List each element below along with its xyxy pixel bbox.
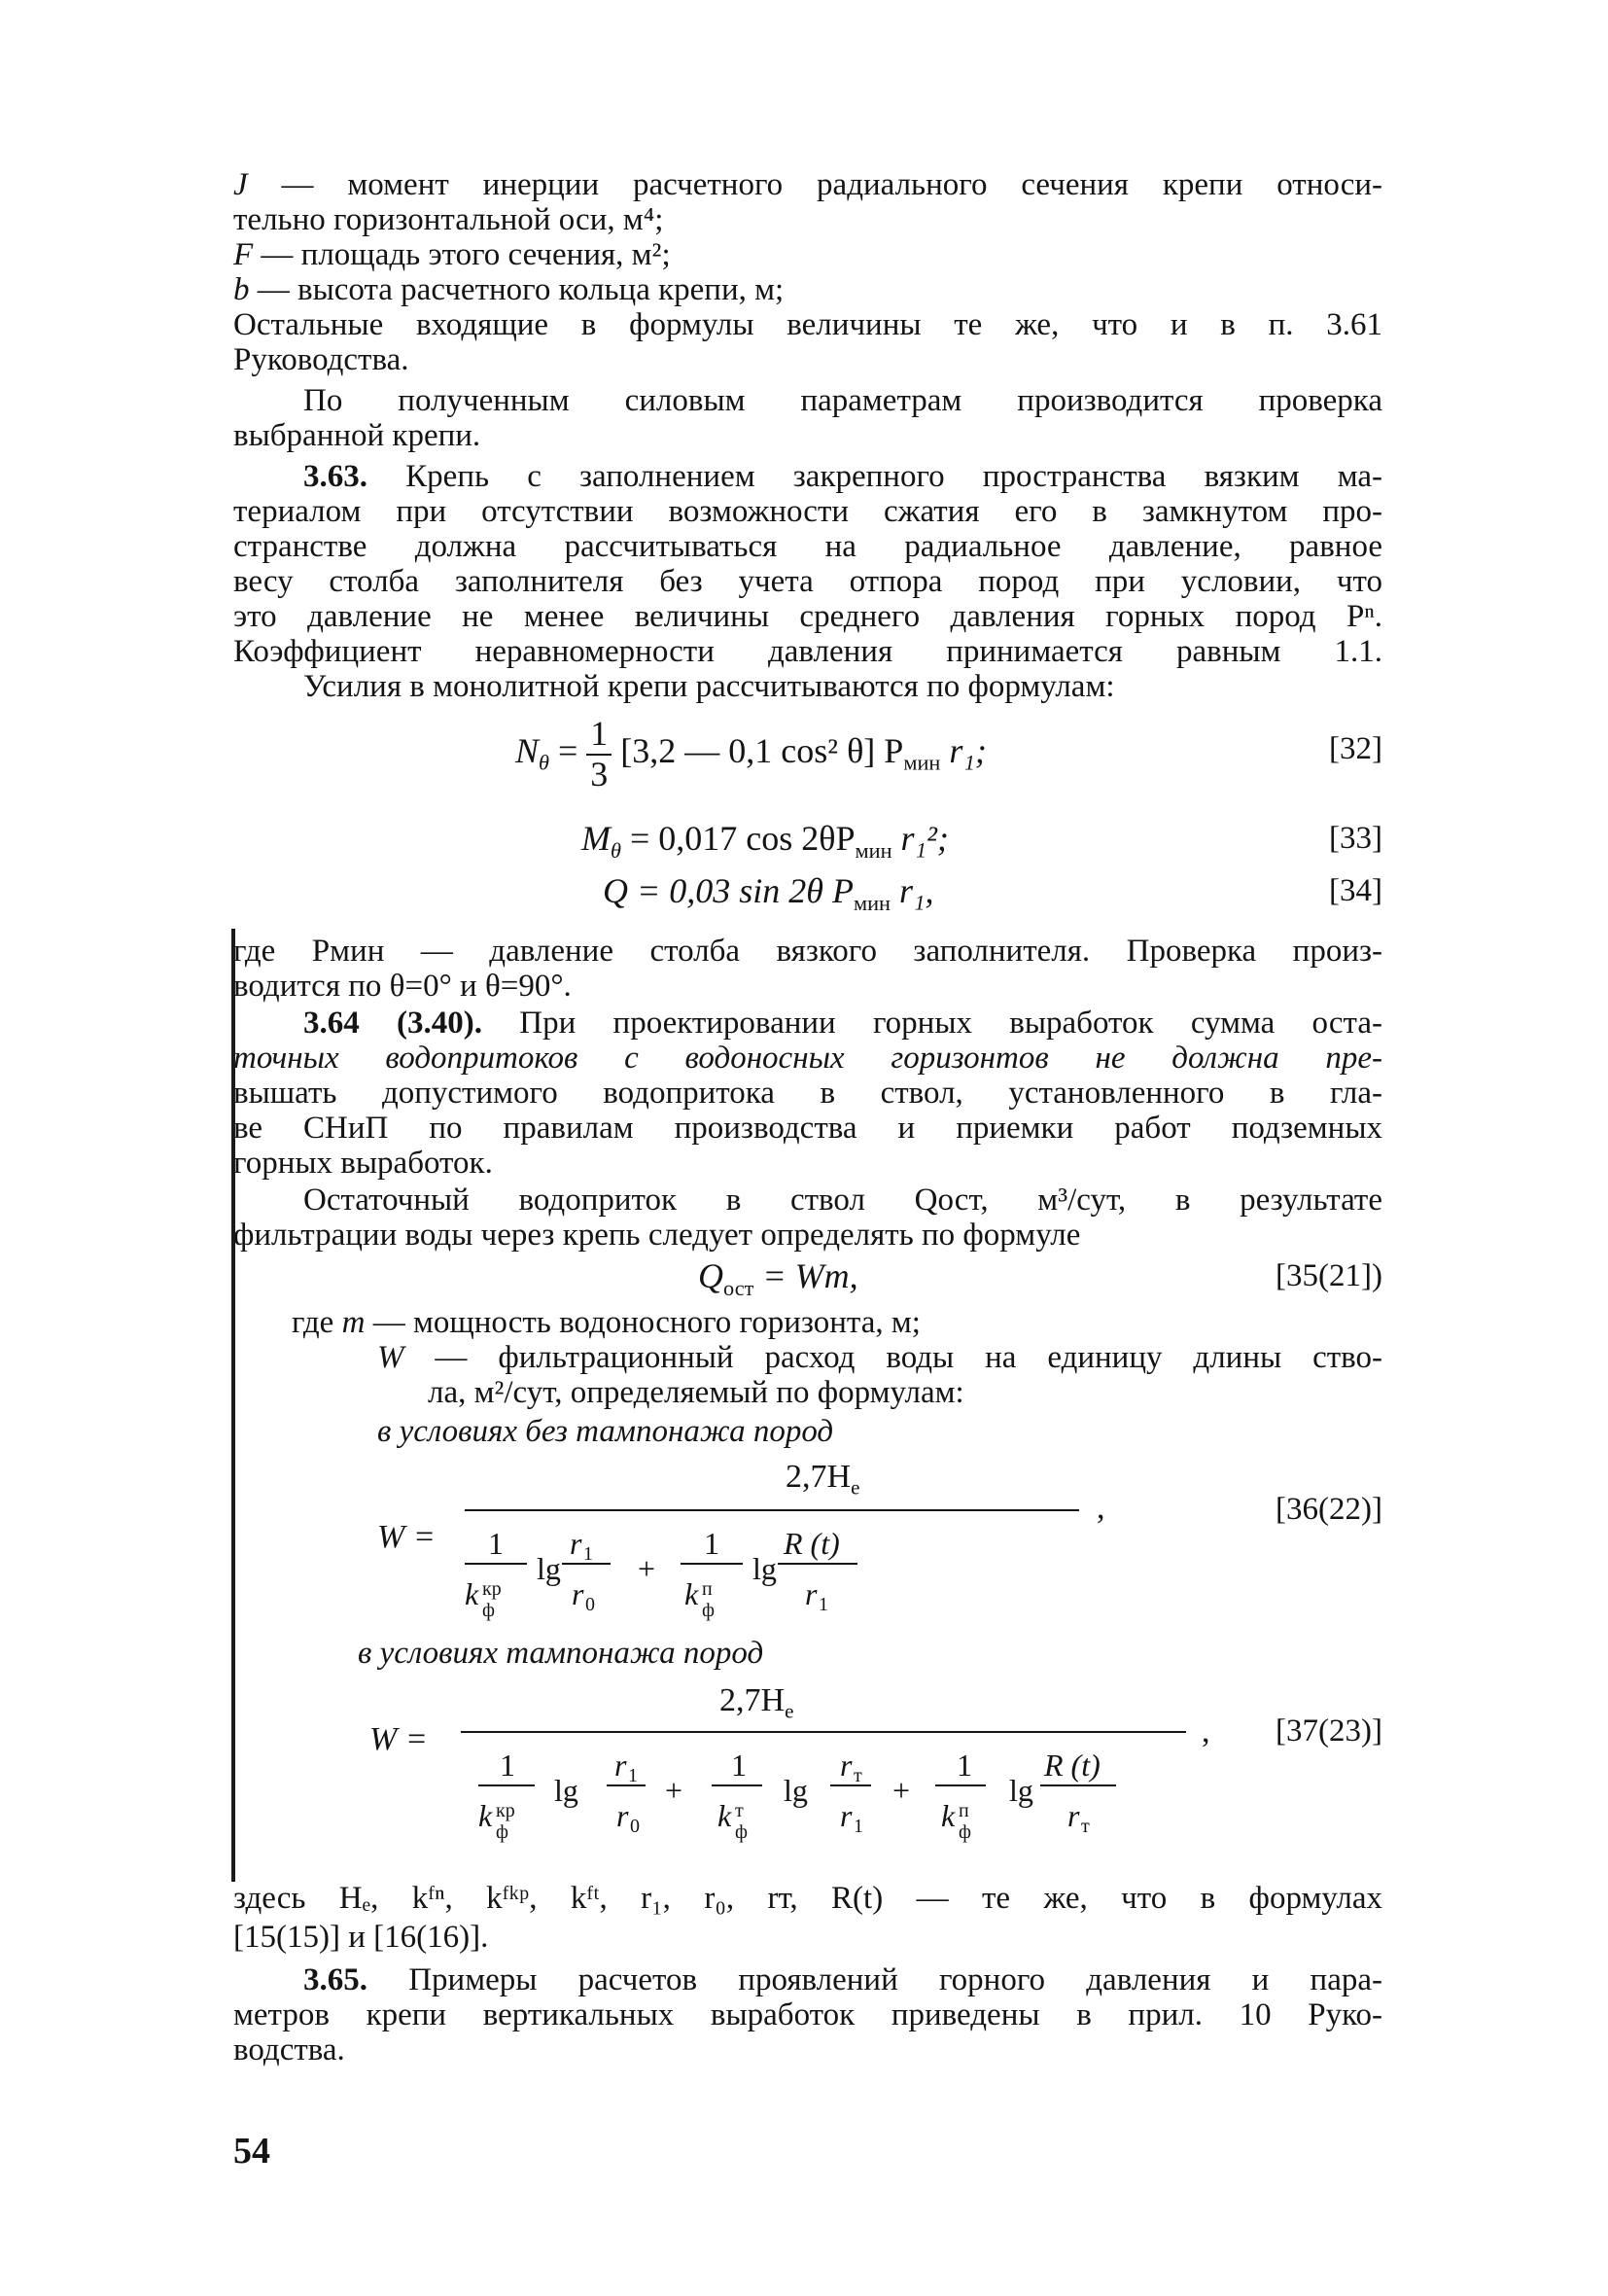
where-line: W — фильтрационный расход воды на единицу длины ство- <box>377 1340 1382 1375</box>
equation-number: [32] <box>1329 731 1382 766</box>
section-number: 3.63. <box>303 459 367 494</box>
equation-number: [37(23)] <box>1276 1713 1382 1748</box>
equation-34: Q = 0,03 sin 2θ $P_{мин}$ r₁, <box>603 871 934 915</box>
where-line: где m — мощность водоносного горизонта, м; <box>292 1305 921 1340</box>
paragraph-line: водства. <box>233 2032 345 2067</box>
svg-text:ф: ф <box>959 1821 971 1843</box>
svg-text:r: r <box>1067 1798 1080 1833</box>
svg-text:lg: lg <box>554 1773 578 1808</box>
document-page: J — момент инерции расчетного радиального сечения крепи относи- тельно горизонтальной оси, м⁴; F — площадь этого сечения, м²; b — высота расчетного кольца крепи, м; Остальные входящие в формулы величины те же, что и в п. 3.61 Руководства. По полученным силовым параметрам производится проверка выбранной крепи. 3.63. Крепь с заполнением закрепного пространства вязким ма- териалом при отсутствии возможности сжатия его в замкнутом про- странстве должна рассчитываться на радиальное давление, равное весу столба заполнителя без учета отпора пород при условии, что это давление не менее величины среднего давления горных пород Pⁿ. Коэффициент неравномерности давления принимается равным 1.1. Усилия в монолитной крепи рассчитываются по формулам: $N_\theta$ = $\frac{1}{3}$ [3,2 — 0,1 cos² θ] $P_{мин}$ r₁; [32] $M_\theta = 0,017$ $\cos 2\theta P_{мин}$ r₁²; [33] Q = 0,03 sin 2θ $P_{мин}$ r₁, [34] где Pмин — давление столба вязкого заполнителя. Проверка произ- водится по θ=0° и θ=90°. 3.64 (3.40). При проектировании горных выработок сумма оста- точных водопритоков с водоносных горизонтов не должна пре- вышать допустимого водопритока в ствол, установленного в гла- ве СНиП по правилам производства и приемки работ подземных горных выработок. Остаточный водоприток в ствол Qост, м³/сут, в результате фильтрации воды через крепь следует определять по формуле $Q_{ост} = Wm$, [35(21]) где m — мощность водоносного горизонта, м; W — фильтрационный расход воды на единицу длины ство- ла, м²/сут, определяемый по формулам: в условиях без тампонажа пород W = $2,7H_e$ , 1 k кр ф lg r 1 r 0 + 1 k п ф lg R (t) r 1 [36(22)] в условиях тампонажа пород W = $2,7H_e$ , 1 k кр ф lg r 1 r 0 + 1 k т ф lg r т r 1 + 1 k п ф lg R (t) r т [37(23)] здесь Hₑ, kᶠⁿ, kᶠᵏᵖ, kᶠᵗ, r₁, r₀, rт, R(t) — те же, что в формулах [15(15)] и [16(16)]. 3.65. Примеры расчетов проявлений горного давления и пара- метров крепи вертикальных выработок приведены в прил. 10 Руко- водства. 54 <box>233 167 1382 2172</box>
definition-line: J — момент инерции расчетного радиального сечения крепи относи- <box>233 167 1382 202</box>
definition-line: F — площадь этого сечения, м²; <box>233 237 671 272</box>
equation-37-lhs: W = <box>369 1721 428 1757</box>
svg-text:R (t): R (t) <box>784 1526 840 1561</box>
svg-text:lg: lg <box>784 1773 808 1808</box>
svg-text:т: т <box>854 1765 862 1786</box>
svg-text:lg: lg <box>537 1551 561 1586</box>
paragraph-line: метров крепи вертикальных выработок приведены в прил. 10 Руко- <box>233 1997 1382 2032</box>
svg-text:1: 1 <box>854 1816 863 1837</box>
svg-text:k: k <box>465 1576 479 1611</box>
svg-text:r: r <box>616 1798 629 1833</box>
definition-line: тельно горизонтальной оси, м⁴; <box>233 202 664 237</box>
svg-text:1: 1 <box>583 1543 593 1565</box>
svg-text:0: 0 <box>585 1594 595 1615</box>
svg-text:lg: lg <box>752 1551 777 1586</box>
svg-text:r: r <box>805 1576 818 1611</box>
svg-text:+: + <box>892 1773 911 1808</box>
svg-text:k: k <box>684 1576 699 1611</box>
equation-36-lhs: W = <box>377 1519 436 1555</box>
paragraph-line: Усилия в монолитной крепи рассчитываются по формулам: <box>303 669 1115 704</box>
svg-text:ф: ф <box>496 1821 508 1843</box>
svg-text:ф: ф <box>735 1821 748 1843</box>
svg-text:r: r <box>840 1798 853 1833</box>
section-3-64-first-line: 3.64 (3.40). При проектировании горных выработок сумма оста- <box>303 1006 1382 1041</box>
paragraph-line: Остальные входящие в формулы величины те же, что и в п. 3.61 <box>233 307 1382 342</box>
svg-text:r: r <box>570 1526 582 1561</box>
svg-text:lg: lg <box>1009 1773 1033 1808</box>
page-number: 54 <box>233 2131 270 2172</box>
svg-text:k: k <box>717 1798 732 1833</box>
svg-text:r: r <box>572 1576 584 1611</box>
paragraph-line: вышать допустимого водопритока в ствол, установленного в гла- <box>233 1076 1382 1111</box>
paragraph-line: горных выработок. <box>233 1146 493 1181</box>
section-number: 3.65. <box>303 1962 367 1997</box>
paragraph-line: териалом при отсутствии возможности сжатия его в замкнутом про- <box>233 494 1382 529</box>
paragraph-line: ве СНиП по правилам производства и приемки работ подземных <box>233 1111 1382 1146</box>
svg-text:0: 0 <box>630 1816 640 1837</box>
svg-text:1: 1 <box>488 1526 504 1561</box>
svg-text:ф: ф <box>702 1600 715 1621</box>
svg-text:т: т <box>735 1800 744 1821</box>
fraction-bar <box>461 1731 1186 1733</box>
paragraph-line: где Pмин — давление столба вязкого заполнителя. Проверка произ- <box>233 934 1382 969</box>
svg-text:п: п <box>702 1578 713 1600</box>
svg-text:1: 1 <box>704 1526 719 1561</box>
svg-text:1: 1 <box>819 1594 828 1615</box>
equation-32: $N_\theta$ = $\frac{1}{3}$ [3,2 — 0,1 cos² θ] $P_{мин}$ r₁; <box>515 714 987 794</box>
equation-number: [36(22)] <box>1276 1492 1382 1527</box>
paragraph-line: Коэффициент неравномерности давления принимается равным 1.1. <box>233 634 1382 669</box>
equation-33: $M_\theta = 0,017$ $\cos 2\theta P_{мин}$ r₁²; <box>581 819 949 863</box>
equation-37-denominator <box>471 1737 1190 1863</box>
equation-36-denominator <box>465 1515 1087 1642</box>
paragraph-line: [15(15)] и [16(16)]. <box>233 1920 489 1955</box>
paragraph-line: фильтрации воды через крепь следует определять по формуле <box>233 1218 1081 1253</box>
equation-36-numerator: $2,7H_e$ <box>786 1459 860 1500</box>
svg-text:+: + <box>665 1773 683 1808</box>
equation-number: [35(21]) <box>1276 1258 1382 1293</box>
svg-text:п: п <box>959 1800 969 1821</box>
equation-35: $Q_{ост} = Wm$, <box>698 1256 858 1300</box>
section-3-65-first-line: 3.65. Примеры расчетов проявлений горного давления и пара- <box>303 1962 1382 1997</box>
where-line: ла, м²/сут, определяемый по формулам: <box>428 1375 964 1410</box>
svg-text:1: 1 <box>731 1748 747 1783</box>
fraction-bar <box>465 1509 1079 1511</box>
paragraph-line: Остаточный водоприток в ствол Qост, м³/сут, в результате <box>303 1183 1382 1218</box>
svg-text:1: 1 <box>628 1765 638 1786</box>
paragraph-line: весу столба заполнителя без учета отпора пород при условии, что <box>233 564 1382 599</box>
svg-text:+: + <box>638 1551 656 1586</box>
equation-number: [34] <box>1329 873 1382 908</box>
svg-text:т: т <box>1081 1816 1090 1837</box>
paragraph-line: водится по θ=0° и θ=90°. <box>233 969 572 1004</box>
svg-text:k: k <box>941 1798 956 1833</box>
paragraph-line: это давление не менее величины среднего давления горных пород Pⁿ. <box>233 599 1382 634</box>
paragraph-line: Руководства. <box>233 342 409 377</box>
svg-text:1: 1 <box>957 1748 972 1783</box>
paragraph-line: странстве должна рассчитываться на радиальное давление, равное <box>233 529 1382 564</box>
svg-text:R (t): R (t) <box>1044 1748 1101 1783</box>
equation-37-numerator: $2,7H_e$ <box>719 1682 794 1723</box>
svg-text:ф: ф <box>482 1600 495 1621</box>
svg-text:k: k <box>478 1798 493 1833</box>
paragraph-line: здесь Hₑ, kᶠⁿ, kᶠᵏᵖ, kᶠᵗ, r₁, r₀, rт, R(t) — те же, что в формулах <box>233 1881 1382 1916</box>
equation-number: [33] <box>1329 821 1382 856</box>
svg-text:r: r <box>840 1748 853 1783</box>
svg-text:1: 1 <box>500 1748 515 1783</box>
svg-text:кр: кр <box>482 1578 502 1600</box>
section-number: 3.64 (3.40). <box>303 1006 482 1041</box>
section-3-63-first-line: 3.63. Крепь с заполнением закрепного пространства вязким ма- <box>303 459 1382 494</box>
paragraph-line: выбранной крепи. <box>233 418 481 453</box>
condition-heading: в условиях без тампонажа пород <box>377 1414 834 1449</box>
paragraph-line: По полученным силовым параметрам производится проверка <box>303 383 1382 418</box>
svg-text:r: r <box>614 1748 627 1783</box>
svg-text:кр: кр <box>496 1800 515 1821</box>
definition-line: b — высота расчетного кольца крепи, м; <box>233 272 785 307</box>
paragraph-line-italic: точных водопритоков с водоносных горизонтов не должна пре- <box>233 1041 1382 1076</box>
condition-heading: в условиях тампонажа пород <box>358 1636 764 1671</box>
